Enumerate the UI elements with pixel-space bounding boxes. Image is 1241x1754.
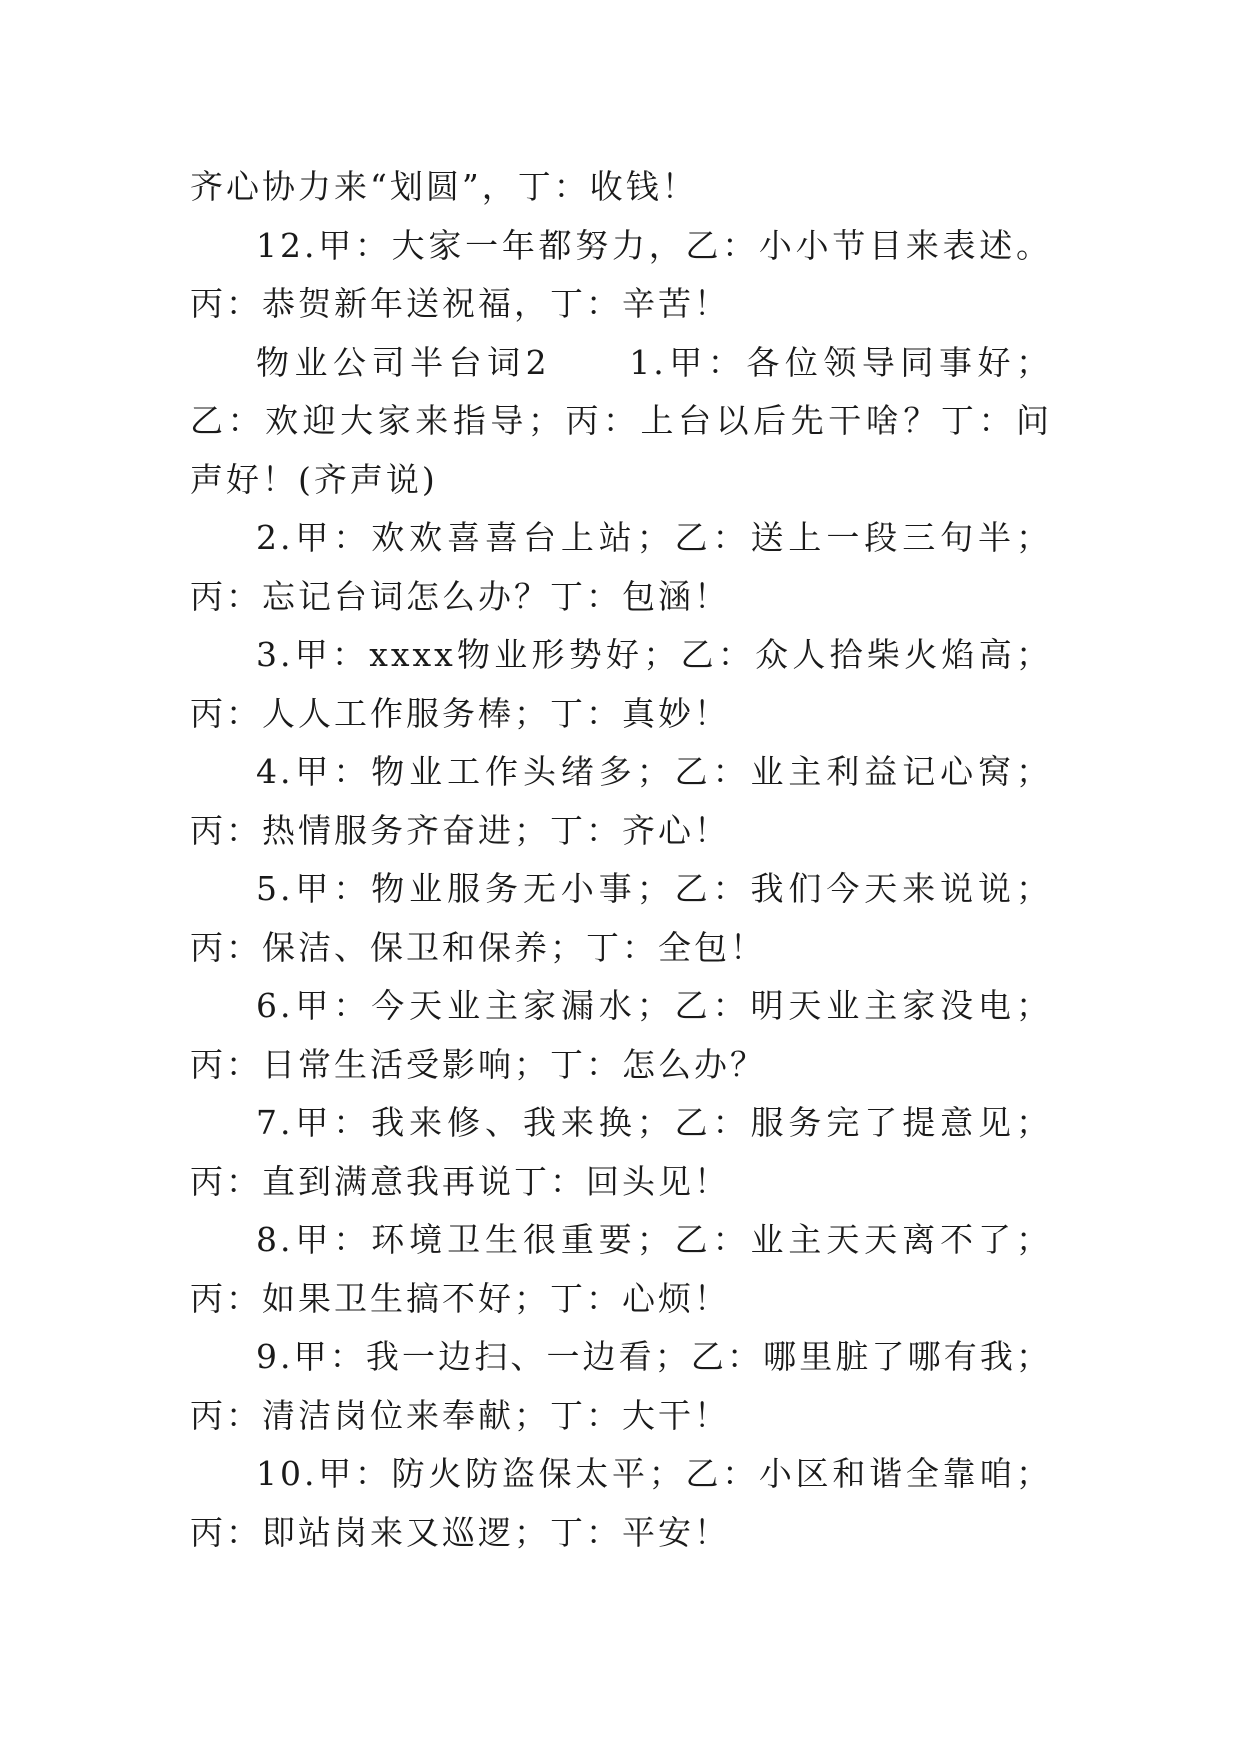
paragraph-6: 4.甲：物业工作头绪多；乙：业主利益记心窝；丙：热情服务齐奋进；丁：齐心！	[190, 752, 1052, 850]
paragraph-3: 物业公司半台词2 1.甲：各位领导同事好；乙：欢迎大家来指导；丙：上台以后先干啥？丁：问声好！(齐声说)	[190, 342, 1052, 499]
paragraph-10: 8.甲：环境卫生很重要；乙：业主天天离不了；丙：如果卫生搞不好；丁：心烦！	[190, 1220, 1052, 1318]
paragraph-8: 6.甲：今天业主家漏水；乙：明天业主家没电；丙：日常生活受影响；丁：怎么办？	[190, 986, 1052, 1084]
document-body	[190, 158, 1052, 1562]
paragraph-1: 齐心协力来“划圆”，丁：收钱！	[190, 167, 698, 206]
paragraph-5: 3.甲：xxxx物业形势好；乙：众人拾柴火焰高；丙：人人工作服务棒；丁：真妙！	[190, 635, 1052, 733]
paragraph-7: 5.甲：物业服务无小事；乙：我们今天来说说；丙：保洁、保卫和保养；丁：全包！	[190, 869, 1052, 967]
paragraph-4: 2.甲：欢欢喜喜台上站；乙：送上一段三句半；丙：忘记台词怎么办？丁：包涵！	[190, 518, 1052, 616]
paragraph-2: 12.甲：大家一年都努力，乙：小小节目来表述。丙：恭贺新年送祝福，丁：辛苦！	[190, 225, 1052, 323]
paragraph-11: 9.甲：我一边扫、一边看；乙：哪里脏了哪有我；丙：清洁岗位来奉献；丁：大干！	[190, 1337, 1052, 1435]
paragraph-9: 7.甲：我来修、我来换；乙：服务完了提意见；丙：直到满意我再说丁：回头见！	[190, 1103, 1052, 1201]
paragraph-12: 10.甲：防火防盗保太平；乙：小区和谐全靠咱；丙：即站岗来又巡逻；丁：平安！	[190, 1454, 1052, 1552]
